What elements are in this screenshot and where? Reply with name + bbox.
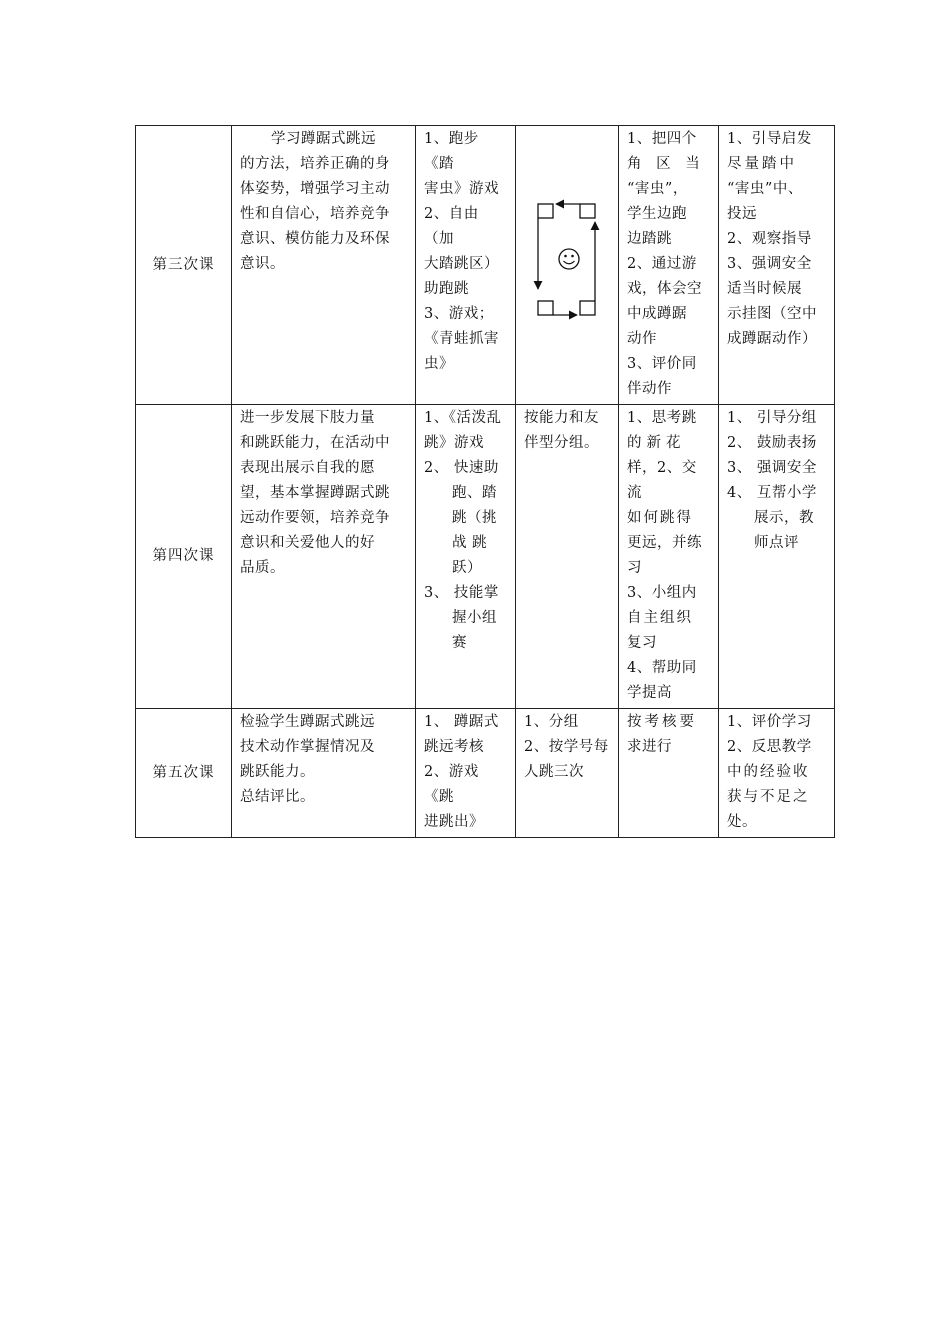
- text-line: 伴动作: [627, 381, 672, 397]
- text-line: 示挂图（空中: [727, 306, 817, 322]
- smiley-icon: [559, 249, 579, 269]
- content-cell: [416, 126, 516, 405]
- text-line: 握小组: [452, 610, 497, 626]
- text-line: 习: [627, 560, 642, 576]
- lesson-text: 第五次课: [152, 764, 215, 781]
- text-line: 1、引导启发: [727, 131, 812, 147]
- text-line: 意识、模仿能力及环保: [240, 231, 390, 247]
- lesson-label: [136, 405, 232, 709]
- text-line: 检验学生蹲踞式跳远: [240, 714, 375, 730]
- text-line: 2、游戏《跳: [424, 764, 479, 805]
- text-line: 获与不足之: [727, 789, 810, 805]
- text-line: 虫》: [424, 356, 454, 372]
- text-line: “害虫”，: [627, 181, 688, 197]
- content-cell: [416, 405, 516, 709]
- text-line: 1、分组: [524, 714, 579, 730]
- text-line: 3、强调安全: [727, 256, 812, 272]
- teacher-cell: [719, 405, 835, 709]
- text-line: 适当时候展: [727, 281, 802, 297]
- text-line: 2、 快速助: [424, 460, 499, 476]
- text-line: 大踏跳区）: [424, 256, 499, 272]
- text-line: 2、通过游: [627, 256, 697, 272]
- text-line: 1、 引导分组: [727, 410, 817, 426]
- text-line: 学提高: [627, 685, 672, 701]
- teacher-cell: [719, 126, 835, 405]
- text-line: 样，2、交流: [627, 460, 697, 501]
- lesson-text: 第四次课: [152, 548, 215, 564]
- table-row: [136, 405, 835, 709]
- text-line: 自主组织: [627, 610, 693, 626]
- student-cell: [619, 709, 719, 838]
- text-line: 远动作要领，培养竞争: [240, 510, 390, 526]
- student-cell: [619, 126, 719, 405]
- text-line: 3、小组内: [627, 585, 697, 601]
- text-line: 3、 强调安全: [727, 460, 817, 476]
- text-line: 1、评价学习: [727, 714, 812, 730]
- text-line: 进一步发展下肢力量: [240, 410, 375, 426]
- text-line: 战 跳: [452, 535, 488, 551]
- organization-cell: [516, 709, 619, 838]
- text-line: 动作: [627, 331, 657, 347]
- text-line: 跳跃能力。: [240, 764, 315, 780]
- text-line: 品质。: [240, 560, 285, 576]
- text-line: 中的经验收: [727, 764, 810, 780]
- course-diagram: [516, 126, 619, 400]
- text-line: 总结评比。: [240, 789, 315, 805]
- text-line: 1、 蹲踞式: [424, 714, 499, 730]
- lesson-text: 第三次课: [152, 256, 215, 273]
- text-line: 意识。: [240, 256, 285, 272]
- text-line: 2、反思教学: [727, 739, 812, 755]
- corner-box-icon: [538, 204, 553, 218]
- lesson-label: [136, 709, 232, 838]
- text-line: 更远，并练: [627, 535, 702, 551]
- text-line: 1、《活泼乱: [424, 410, 502, 426]
- text-line: 戏，体会空: [627, 281, 702, 297]
- text-line: 《青蛙抓害: [424, 331, 499, 347]
- lesson-label: [136, 126, 232, 405]
- student-cell: [619, 405, 719, 709]
- text-line: 助跑跳: [424, 281, 469, 297]
- text-line: 按能力和友: [524, 410, 599, 426]
- text-line: 1、思考跳: [627, 410, 697, 426]
- table-row: [136, 709, 835, 838]
- text-line: 求进行: [627, 739, 672, 755]
- text-line: 望，基本掌握蹲踞式跳: [240, 485, 390, 501]
- text-line: 3、评价同: [627, 356, 697, 372]
- text-line: 表现出展示自我的愿: [240, 460, 375, 476]
- text-line: 进跳出》: [424, 814, 484, 830]
- corner-box-icon: [580, 301, 595, 315]
- text-line: 技术动作掌握情况及: [240, 739, 375, 755]
- corner-box-icon: [580, 204, 595, 218]
- table-row: [136, 126, 835, 405]
- text-line: 学生边跑: [627, 206, 687, 222]
- corner-box-icon: [538, 301, 553, 315]
- text-line: 性和自信心，培养竞争: [240, 206, 390, 222]
- text-line: 3、 技能掌: [424, 585, 499, 601]
- text-line: 4、 互帮小学: [727, 485, 817, 501]
- text-line: 跳》游戏: [424, 435, 484, 451]
- text-line: 2、 鼓励表扬: [727, 435, 817, 451]
- text-line: 3、游戏；: [424, 306, 494, 322]
- content-cell: [416, 709, 516, 838]
- text-line: 1、跑步《踏: [424, 131, 479, 172]
- text-line: 边踏跳: [627, 231, 672, 247]
- text-line: 的新花: [627, 435, 686, 451]
- organization-cell: [516, 405, 619, 709]
- text-line: 如何跳得: [627, 510, 693, 526]
- text-line: 意识和关爱他人的好: [240, 535, 375, 551]
- goal-cell: [232, 709, 416, 838]
- text-line: 复习: [627, 635, 657, 651]
- text-line: 2、按学号每: [524, 739, 609, 755]
- text-line: 人跳三次: [524, 764, 584, 780]
- text-line: 师点评: [754, 535, 799, 551]
- goal-cell: [232, 126, 416, 405]
- text-line: 跳远考核: [424, 739, 484, 755]
- text-line: 体姿势，增强学习主动: [240, 181, 390, 197]
- text-line: “害虫”中、: [727, 181, 803, 197]
- text-line: 伴型分组。: [524, 435, 599, 451]
- teacher-cell: [719, 709, 835, 838]
- text-line: 投远: [727, 206, 757, 222]
- text-line: 按考核要: [627, 714, 697, 730]
- text-line: 中成蹲踞: [627, 306, 687, 322]
- text-line: 赛: [452, 635, 467, 651]
- organization-diagram-cell: [516, 126, 619, 405]
- text-line: 跑、踏: [452, 485, 497, 501]
- text-line: 学习蹲踞式跳远: [271, 131, 376, 147]
- text-line: 展示，教: [754, 510, 814, 526]
- text-line: 尽量踏中: [727, 156, 797, 172]
- goal-cell: [232, 405, 416, 709]
- text-line: 4、帮助同: [627, 660, 697, 676]
- text-line: 跳（挑: [452, 510, 497, 526]
- text-line: 成蹲踞动作）: [727, 331, 817, 347]
- text-line: 跃）: [452, 560, 482, 576]
- text-line: 和跳跃能力，在活动中: [240, 435, 390, 451]
- text-line: 2、自由（加: [424, 206, 479, 247]
- text-line: 2、观察指导: [727, 231, 812, 247]
- text-line: 处。: [727, 814, 757, 830]
- text-line: 的方法，培养正确的身: [240, 156, 390, 172]
- text-line: 害虫》游戏: [424, 181, 499, 197]
- lesson-plan-table: [135, 125, 835, 838]
- text-line: 角 区 当: [627, 156, 705, 172]
- text-line: 1、把四个: [627, 131, 697, 147]
